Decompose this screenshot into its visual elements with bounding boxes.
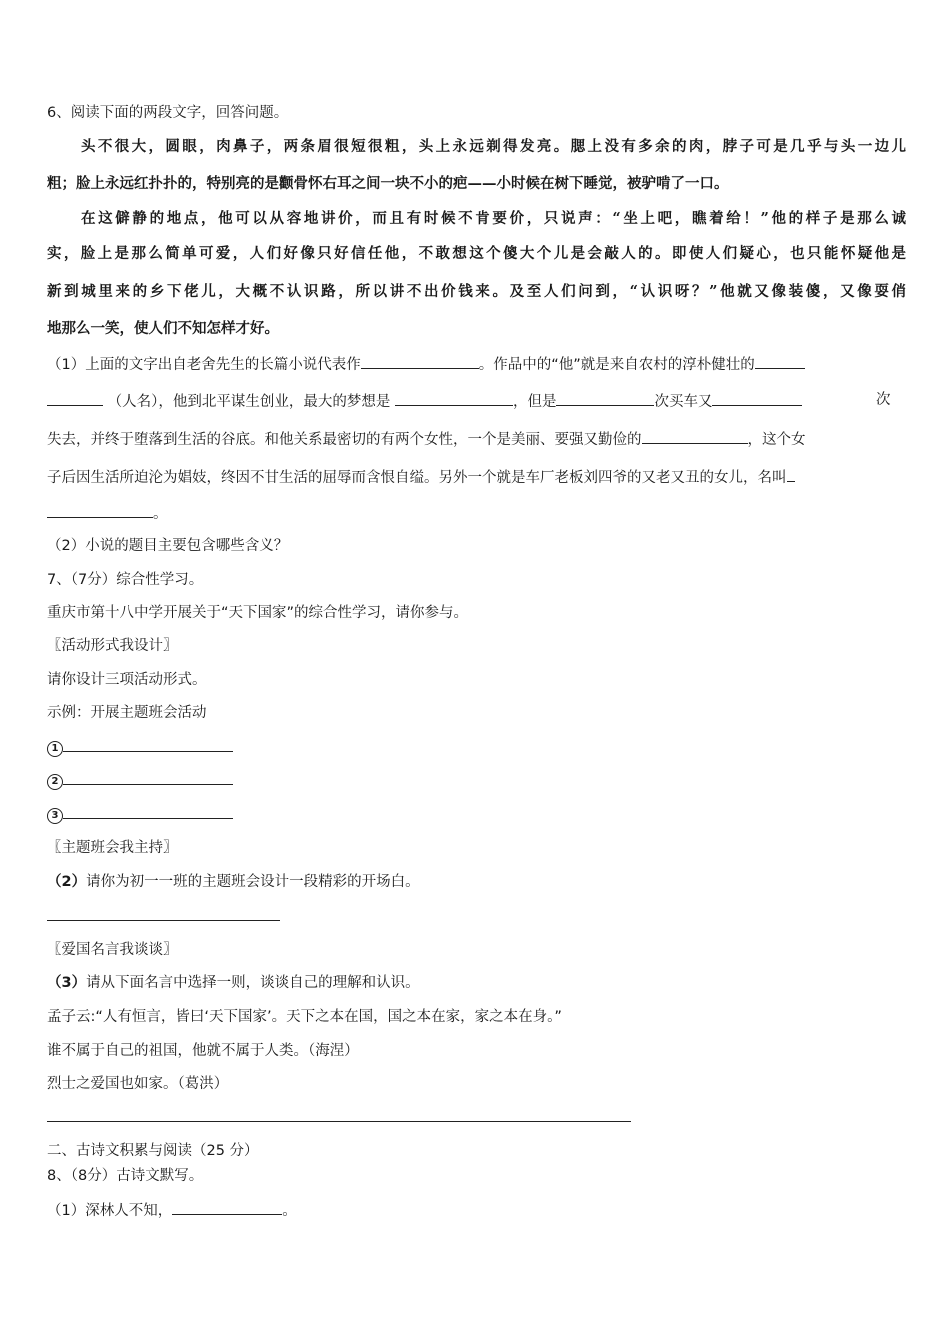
answer-blank-female2-part1[interactable]	[787, 466, 795, 482]
quote-2: 谁不属于自己的祖国，他就不属于人类。（海涅）	[47, 1043, 359, 1059]
passage2-line-4: 地那么一笑，使人们不知怎样才好。	[47, 320, 279, 337]
q8-item-1	[47, 1199, 297, 1221]
answer-blank-times-bought[interactable]	[556, 390, 654, 406]
answer-blank-activity-1[interactable]	[63, 736, 233, 752]
q6-sub1-line-5	[47, 502, 168, 524]
q6-sub1-line-3	[47, 428, 806, 450]
passage2-line-1: 在这僻静的地点，他可以从容地讲价，而且有时候不肯要价，只说声：“坐上吧，瞧着给！”他的样子是那么诚	[81, 210, 906, 227]
q6-sub1-line-4	[47, 466, 795, 488]
q8-heading: 8、（8分）古诗文默写。	[47, 1168, 204, 1184]
section3-prompt-line	[47, 973, 420, 993]
answer-blank-female1[interactable]	[642, 428, 748, 444]
circled-number-1: 1	[47, 741, 63, 757]
passage2-line-2: 实，脸上是那么简单可爱，人们好像只好信任他，不敢想这个傻大个儿是会敲人的。即使人们疑心，也只能怀疑他是	[47, 245, 906, 262]
sub1-text-e: 次买车又	[654, 394, 713, 410]
example-text: 示例：开展主题班会活动	[47, 705, 207, 721]
sub1-text-b: 。作品中的“他”就是来自农村的淳朴健壮的	[478, 357, 755, 373]
activity-row-1	[47, 736, 233, 758]
q8-item1-text: （1）深林人不知，	[47, 1203, 173, 1219]
passage1-line-2: 粗；脸上永远红扑扑的，特别亮的是颧骨怀右耳之间一块不小的疤——小时候在树下睡觉，被驴啃了一口。	[47, 175, 729, 192]
answer-blank-novel-title[interactable]	[361, 353, 479, 369]
section3-prompt: 请从下面名言中选择一则，谈谈自己的理解和认识。	[86, 975, 420, 991]
answer-blank-times-lost[interactable]	[712, 390, 802, 406]
activity-row-2	[47, 769, 233, 791]
circled-number-3: 3	[47, 808, 63, 824]
sub1-text-j: 。	[153, 506, 168, 522]
part2-heading: 二、古诗文积累与阅读（25 分）	[47, 1143, 259, 1159]
q8-item1-end: 。	[282, 1203, 297, 1219]
answer-line-opening[interactable]	[47, 920, 280, 921]
section3-title: 〖爱国名言我谈谈〗	[47, 942, 178, 958]
answer-blank-female2-part2[interactable]	[47, 502, 153, 518]
sub1-text-d: ，但是	[512, 394, 557, 410]
passage1-line-1: 头不很大，圆眼，肉鼻子，两条眉很短很粗，头上永远剃得发亮。腮上没有多余的肉，脖子可是几乎与头一边儿	[81, 138, 906, 155]
q7-intro: 重庆市第十八中学开展关于“天下国家”的综合性学习，请你参与。	[47, 605, 469, 621]
answer-blank-poem-1[interactable]	[172, 1199, 282, 1215]
section1-prompt: 请你设计三项活动形式。	[47, 672, 207, 688]
q6-sub2: （2）小说的题目主要包含哪些含义？	[47, 538, 289, 554]
sub1-text-h: ，这个女	[747, 432, 806, 448]
q7-heading: 7、（7分）综合性学习。	[47, 572, 204, 588]
passage2-line-3: 新到城里来的乡下佬儿，大概不认识路，所以讲不出价钱来。及至人们问到，“认识呀？”他就又像装傻，又像耍俏	[47, 283, 906, 300]
q6-sub1-line-1	[47, 353, 805, 375]
q6-heading: 6、阅读下面的两段文字，回答问题。	[47, 105, 289, 121]
activity-row-3	[47, 803, 233, 825]
q6-sub1-line-2	[47, 390, 802, 412]
section3-num: （3）	[47, 975, 87, 991]
answer-blank-dream[interactable]	[395, 390, 513, 406]
sub1-text-f: 次	[876, 392, 891, 408]
sub1-text-a: （1）上面的文字出自老舍先生的长篇小说代表作	[47, 357, 361, 373]
section2-prompt-line	[47, 872, 420, 892]
quote-3: 烈士之爱国也如家。（葛洪）	[47, 1076, 229, 1092]
section2-title: 〖主题班会我主持〗	[47, 840, 178, 856]
section1-title: 〖活动形式我设计〗	[47, 638, 178, 654]
answer-blank-name-part1[interactable]	[755, 353, 805, 369]
sub1-text-c: （人名），他到北平谋生创业，最大的梦想是	[107, 394, 391, 410]
section2-prompt: 请你为初一一班的主题班会设计一段精彩的开场白。	[86, 874, 420, 890]
circled-number-2: 2	[47, 774, 63, 790]
answer-blank-activity-3[interactable]	[63, 803, 233, 819]
answer-blank-name-part2[interactable]	[47, 390, 103, 406]
sub1-text-i: 子后因生活所迫沦为娼妓，终因不甘生活的屈辱而含恨自缢。另外一个就是车厂老板刘四爷的又老又丑的女儿，名叫	[47, 470, 787, 486]
sub1-text-g: 失去，并终于堕落到生活的谷底。和他关系最密切的有两个女性，一个是美丽、要强又勤俭的	[47, 432, 642, 448]
answer-line-quote[interactable]	[47, 1121, 631, 1122]
answer-blank-activity-2[interactable]	[63, 769, 233, 785]
quote-1: 孟子云:“人有恒言，皆曰‘天下国家’。天下之本在国，国之本在家，家之本在身。”	[47, 1009, 562, 1025]
section2-num: （2）	[47, 874, 87, 890]
